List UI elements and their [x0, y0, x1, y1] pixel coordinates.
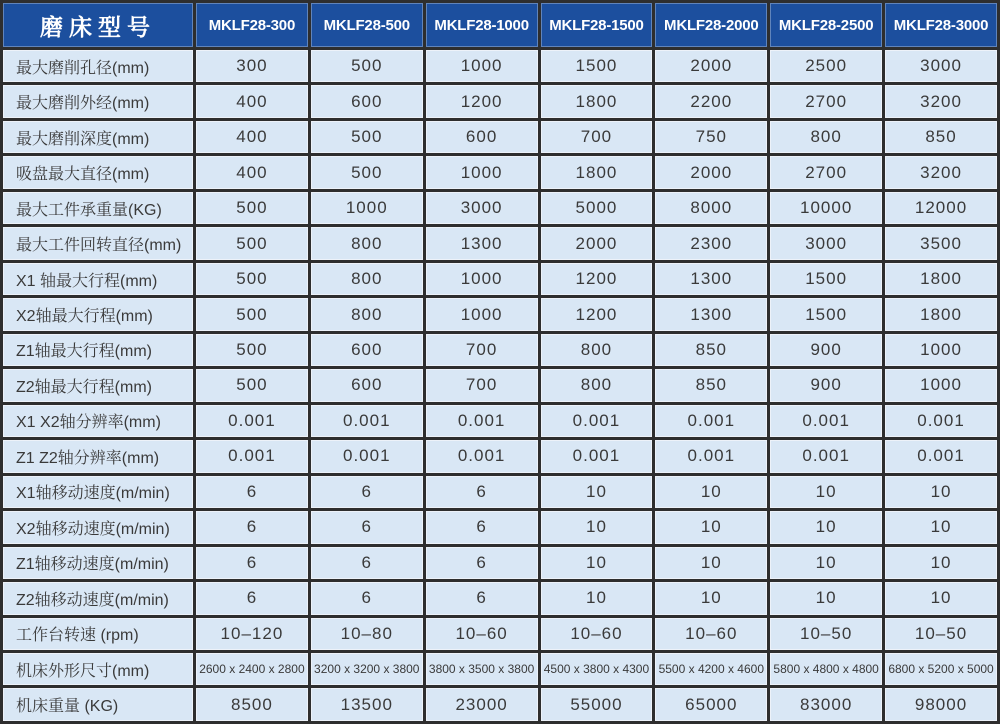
table-row [3, 476, 997, 508]
value-cell: 10 [655, 547, 767, 579]
model-header: MKLF28-300 [196, 3, 308, 47]
value-cell: 10 [885, 582, 997, 614]
value-cell: 6 [196, 511, 308, 543]
value-cell: 1800 [885, 298, 997, 330]
value-cell: 5500 x 4200 x 4600 [655, 653, 767, 685]
value-cell: 0.001 [311, 440, 423, 472]
value-cell: 1000 [426, 50, 538, 82]
value-cell: 1200 [541, 298, 653, 330]
row-label: Z1 Z2轴分辨率(mm) [3, 440, 193, 472]
value-cell: 0.001 [541, 440, 653, 472]
row-label: X1轴移动速度(m/min) [3, 476, 193, 508]
value-cell: 10–60 [426, 618, 538, 650]
table-row [3, 156, 997, 188]
table-row [3, 688, 997, 721]
value-cell: 400 [196, 121, 308, 153]
value-cell: 1000 [885, 334, 997, 366]
row-label: Z1轴移动速度(m/min) [3, 547, 193, 579]
table-row [3, 511, 997, 543]
value-cell: 700 [426, 369, 538, 401]
table-title: 磨床型号 [3, 3, 193, 47]
value-cell: 6 [196, 547, 308, 579]
value-cell: 10 [541, 476, 653, 508]
value-cell: 2300 [655, 227, 767, 259]
value-cell: 800 [541, 334, 653, 366]
value-cell: 23000 [426, 688, 538, 721]
model-header: MKLF28-500 [311, 3, 423, 47]
value-cell: 0.001 [311, 405, 423, 437]
value-cell: 500 [196, 298, 308, 330]
value-cell: 10 [770, 476, 882, 508]
table-row [3, 405, 997, 437]
value-cell: 10–60 [655, 618, 767, 650]
value-cell: 900 [770, 334, 882, 366]
value-cell: 3200 [885, 156, 997, 188]
value-cell: 1800 [885, 263, 997, 295]
value-cell: 10 [770, 582, 882, 614]
value-cell: 6 [311, 547, 423, 579]
row-label: 机床重量 (KG) [3, 688, 193, 721]
value-cell: 500 [196, 227, 308, 259]
row-label: Z1轴最大行程(mm) [3, 334, 193, 366]
value-cell: 1500 [541, 50, 653, 82]
value-cell: 800 [541, 369, 653, 401]
model-header: MKLF28-2500 [770, 3, 882, 47]
value-cell: 800 [311, 298, 423, 330]
value-cell: 2700 [770, 156, 882, 188]
value-cell: 2000 [655, 156, 767, 188]
value-cell: 1300 [655, 298, 767, 330]
table-row [3, 653, 997, 685]
value-cell: 800 [311, 263, 423, 295]
table-row [3, 50, 997, 82]
value-cell: 0.001 [655, 405, 767, 437]
value-cell: 1000 [426, 298, 538, 330]
row-label: 最大磨削孔径(mm) [3, 50, 193, 82]
value-cell: 2700 [770, 85, 882, 117]
model-header: MKLF28-2000 [655, 3, 767, 47]
value-cell: 1300 [426, 227, 538, 259]
model-header: MKLF28-1000 [426, 3, 538, 47]
value-cell: 500 [311, 121, 423, 153]
value-cell: 65000 [655, 688, 767, 721]
table-row [3, 227, 997, 259]
row-label: X2轴移动速度(m/min) [3, 511, 193, 543]
table-row [3, 547, 997, 579]
value-cell: 3000 [885, 50, 997, 82]
row-label: 最大工件回转直径(mm) [3, 227, 193, 259]
value-cell: 8500 [196, 688, 308, 721]
value-cell: 5800 x 4800 x 4800 [770, 653, 882, 685]
value-cell: 10–120 [196, 618, 308, 650]
row-label: 最大磨削深度(mm) [3, 121, 193, 153]
table-row [3, 618, 997, 650]
value-cell: 2000 [541, 227, 653, 259]
value-cell: 2000 [655, 50, 767, 82]
value-cell: 3000 [770, 227, 882, 259]
value-cell: 0.001 [426, 440, 538, 472]
value-cell: 900 [770, 369, 882, 401]
value-cell: 2600 x 2400 x 2800 [196, 653, 308, 685]
value-cell: 10 [541, 511, 653, 543]
value-cell: 2200 [655, 85, 767, 117]
value-cell: 6 [426, 476, 538, 508]
value-cell: 0.001 [196, 405, 308, 437]
value-cell: 600 [426, 121, 538, 153]
value-cell: 1200 [426, 85, 538, 117]
value-cell: 500 [196, 192, 308, 224]
value-cell: 1000 [426, 156, 538, 188]
row-label: 机床外形尺寸(mm) [3, 653, 193, 685]
table-row [3, 582, 997, 614]
row-label: X1 轴最大行程(mm) [3, 263, 193, 295]
value-cell: 10 [541, 547, 653, 579]
value-cell: 10000 [770, 192, 882, 224]
value-cell: 1800 [541, 85, 653, 117]
value-cell: 500 [196, 334, 308, 366]
value-cell: 10 [655, 476, 767, 508]
value-cell: 1500 [770, 298, 882, 330]
value-cell: 600 [311, 369, 423, 401]
value-cell: 1800 [541, 156, 653, 188]
value-cell: 10–80 [311, 618, 423, 650]
value-cell: 800 [311, 227, 423, 259]
value-cell: 500 [311, 156, 423, 188]
value-cell: 600 [311, 85, 423, 117]
value-cell: 3000 [426, 192, 538, 224]
value-cell: 8000 [655, 192, 767, 224]
value-cell: 3200 x 3200 x 3800 [311, 653, 423, 685]
value-cell: 10–50 [770, 618, 882, 650]
value-cell: 0.001 [770, 440, 882, 472]
value-cell: 6800 x 5200 x 5000 [885, 653, 997, 685]
value-cell: 10 [885, 511, 997, 543]
row-label: X2轴最大行程(mm) [3, 298, 193, 330]
value-cell: 10–50 [885, 618, 997, 650]
table-row [3, 369, 997, 401]
row-label: Z2轴移动速度(m/min) [3, 582, 193, 614]
value-cell: 3200 [885, 85, 997, 117]
value-cell: 10 [770, 547, 882, 579]
value-cell: 10 [885, 547, 997, 579]
header-row [3, 3, 997, 47]
value-cell: 1200 [541, 263, 653, 295]
value-cell: 98000 [885, 688, 997, 721]
value-cell: 6 [196, 582, 308, 614]
value-cell: 3500 [885, 227, 997, 259]
row-label: X1 X2轴分辨率(mm) [3, 405, 193, 437]
value-cell: 750 [655, 121, 767, 153]
value-cell: 10 [770, 511, 882, 543]
value-cell: 1000 [311, 192, 423, 224]
value-cell: 6 [426, 582, 538, 614]
value-cell: 850 [655, 334, 767, 366]
value-cell: 700 [426, 334, 538, 366]
row-label: 工作台转速 (rpm) [3, 618, 193, 650]
value-cell: 700 [541, 121, 653, 153]
model-header: MKLF28-3000 [885, 3, 997, 47]
value-cell: 850 [655, 369, 767, 401]
value-cell: 0.001 [655, 440, 767, 472]
table-row [3, 334, 997, 366]
value-cell: 6 [311, 582, 423, 614]
value-cell: 0.001 [885, 405, 997, 437]
value-cell: 500 [196, 369, 308, 401]
value-cell: 800 [770, 121, 882, 153]
value-cell: 12000 [885, 192, 997, 224]
value-cell: 850 [885, 121, 997, 153]
table-body [3, 50, 997, 721]
table-row [3, 263, 997, 295]
value-cell: 600 [311, 334, 423, 366]
table-row [3, 440, 997, 472]
value-cell: 10 [655, 582, 767, 614]
value-cell: 2500 [770, 50, 882, 82]
value-cell: 83000 [770, 688, 882, 721]
value-cell: 6 [426, 547, 538, 579]
value-cell: 1500 [770, 263, 882, 295]
value-cell: 0.001 [770, 405, 882, 437]
row-label: Z2轴最大行程(mm) [3, 369, 193, 401]
value-cell: 10 [541, 582, 653, 614]
row-label: 最大工件承重量(KG) [3, 192, 193, 224]
value-cell: 10 [885, 476, 997, 508]
value-cell: 400 [196, 85, 308, 117]
value-cell: 400 [196, 156, 308, 188]
value-cell: 1000 [426, 263, 538, 295]
value-cell: 10–60 [541, 618, 653, 650]
value-cell: 300 [196, 50, 308, 82]
value-cell: 10 [655, 511, 767, 543]
table-row [3, 298, 997, 330]
value-cell: 500 [311, 50, 423, 82]
value-cell: 0.001 [885, 440, 997, 472]
value-cell: 1000 [885, 369, 997, 401]
value-cell: 55000 [541, 688, 653, 721]
value-cell: 6 [196, 476, 308, 508]
row-label: 吸盘最大直径(mm) [3, 156, 193, 188]
value-cell: 6 [311, 511, 423, 543]
value-cell: 13500 [311, 688, 423, 721]
value-cell: 6 [311, 476, 423, 508]
row-label: 最大磨削外经(mm) [3, 85, 193, 117]
value-cell: 0.001 [196, 440, 308, 472]
value-cell: 1300 [655, 263, 767, 295]
table-row [3, 121, 997, 153]
value-cell: 6 [426, 511, 538, 543]
table-row [3, 85, 997, 117]
value-cell: 0.001 [426, 405, 538, 437]
model-header: MKLF28-1500 [541, 3, 653, 47]
value-cell: 5000 [541, 192, 653, 224]
value-cell: 500 [196, 263, 308, 295]
table-row [3, 192, 997, 224]
value-cell: 0.001 [541, 405, 653, 437]
value-cell: 3800 x 3500 x 3800 [426, 653, 538, 685]
value-cell: 4500 x 3800 x 4300 [541, 653, 653, 685]
